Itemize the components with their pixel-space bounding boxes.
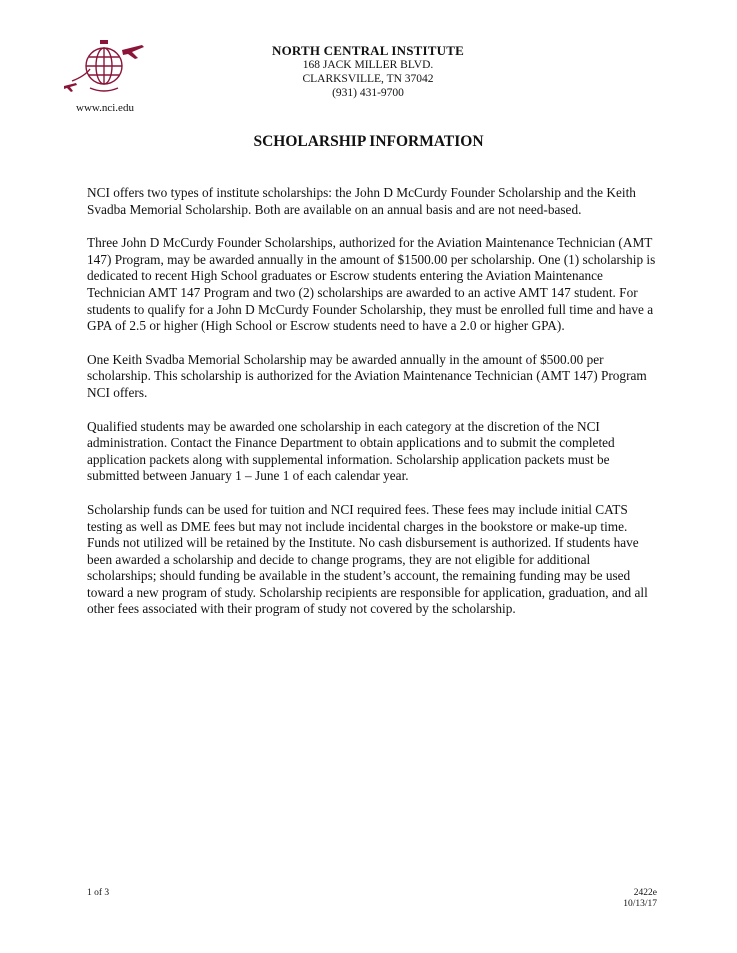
paragraph-svadba-scholarship: One Keith Svadba Memorial Scholarship may be awarded annually in the amount of $500.00 per scholarship. This scholarship is authorized for the Aviation Maintenance Technician (AMT 147) Program NCI offers. [87,351,647,400]
revision-date: 10/13/17 [623,899,657,909]
website-url[interactable]: www.nci.edu [76,102,134,114]
document-code [623,888,657,910]
org-name: NORTH CENTRAL INSTITUTE [272,43,464,58]
phone-number: (931) 431-9700 [332,87,404,99]
document-title: SCHOLARSHIP INFORMATION [253,133,484,150]
address-line-1: 168 JACK MILLER BLVD. [302,59,434,71]
paragraph-funds-usage: Scholarship funds can be used for tuition and NCI required fees. These fees may include initial CATS testing as well as DME fees but may not include incidental charges in the bookstore or make-up time. Funds not utilized will be retained by the Institute. No cash disbursement is authorized. If students have been awarded a scholarship and decide to change programs, they are not eligible for additional scholarships; should funding be available in the student’s account, the remaining funding may be used toward a new program of study. Scholarship recipients are responsible for application, graduation, and all other fees associated with their program of study not covered by the scholarship. [87,501,648,617]
paragraph-mccurdy-scholarship: Three John D McCurdy Founder Scholarships, authorized for the Aviation Maintenance Technician (AMT 147) Program, may be awarded annually in the amount of $1500.00 per scholarship. One (1) scholarship is dedicated to recent High School graduates or Escrow students entering the Aviation Maintenance Technician AMT 147 Program and two (2) scholarships are awarded to an active AMT 147 student. For students to qualify for a John D McCurdy Founder Scholarship, they must be enrolled full time and have a GPA of 2.5 or higher (High School or Escrow students need to have a 2.0 or higher GPA). [87,235,656,334]
letterhead [240,44,496,100]
globe-airplane-icon [60,36,150,96]
paragraph-overview: NCI offers two types of institute scholarships: the John D McCurdy Founder Scholarship and the Keith Svadba Memorial Scholarship. Both are available on an annual basis and are not need-based. [87,185,636,217]
page-number: 1 of 3 [87,888,110,898]
document-body [87,185,657,635]
paragraph-eligibility: Qualified students may be awarded one scholarship in each category at the discretion of the NCI administration. Contact the Finance Department to obtain applications and to submit the completed application packets along with supplemental information. Scholarship application packets must be submitted between January 1 – June 1 of each calendar year. [87,418,615,484]
doc-code: 2422e [633,888,657,898]
address-line-2: CLARKSVILLE, TN 37042 [302,73,434,85]
